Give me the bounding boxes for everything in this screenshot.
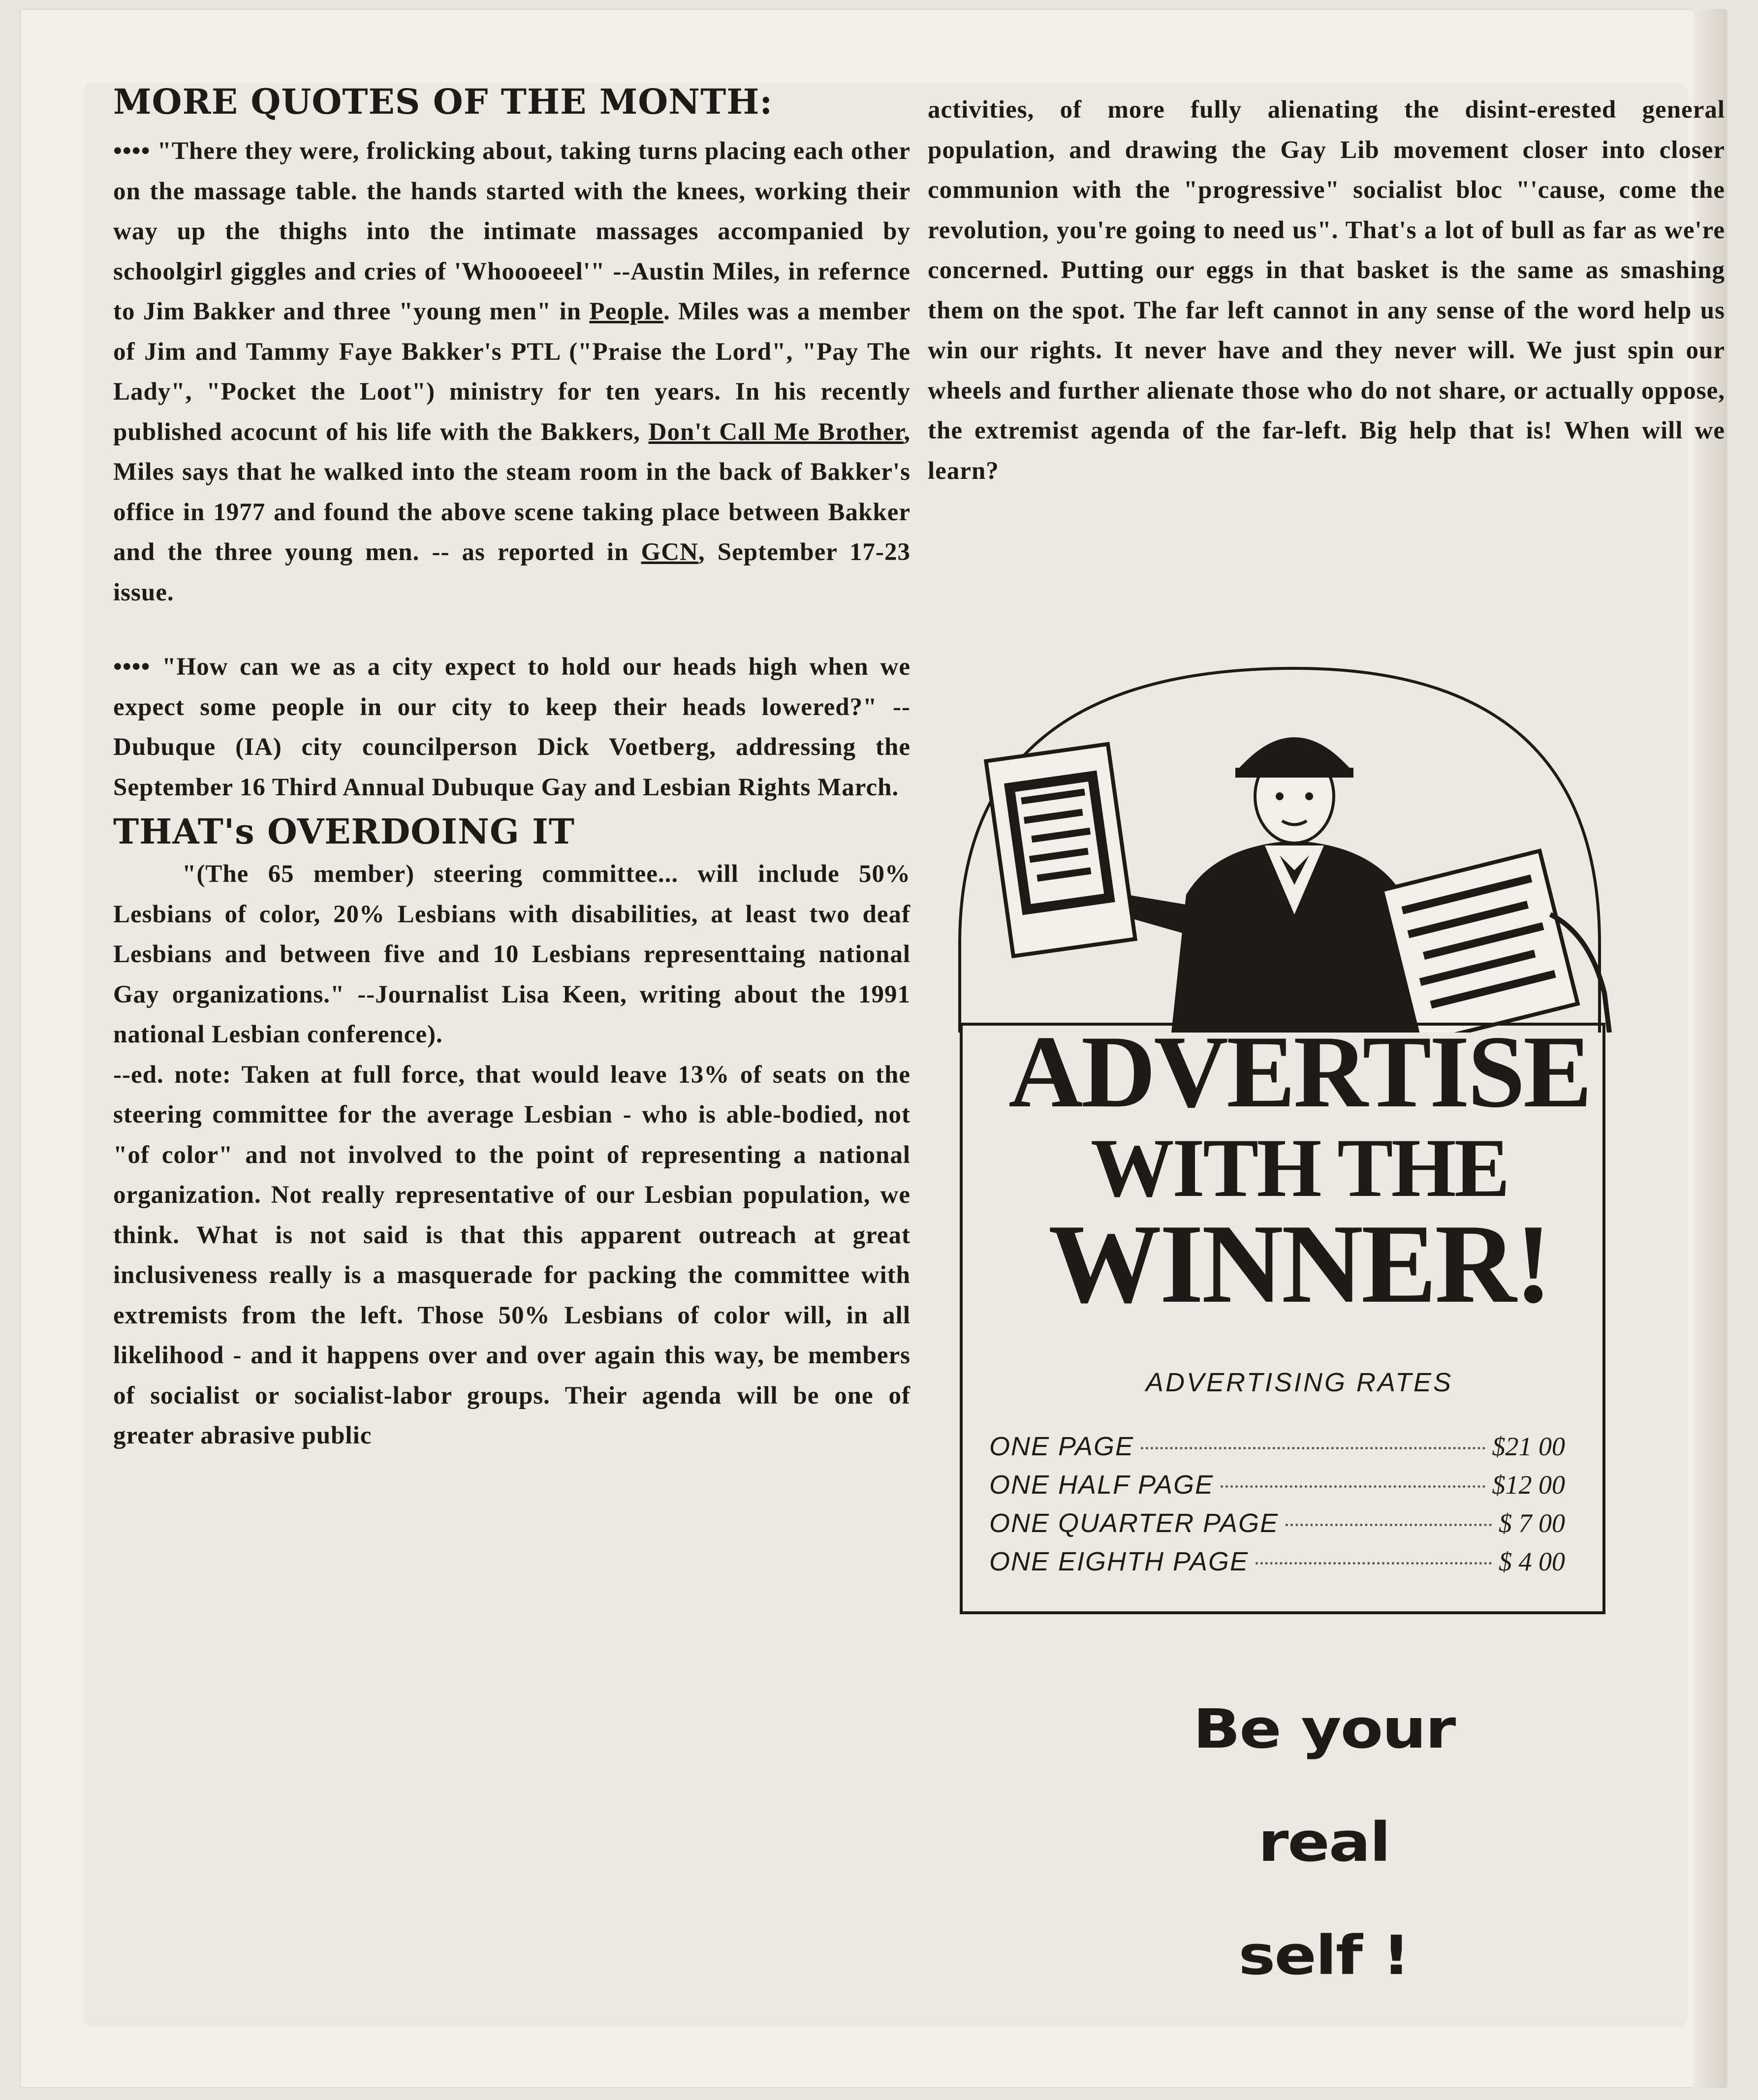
ad-title-advertise: ADVERTISE [1008,1015,1590,1129]
rate-price: $12 00 [1492,1470,1565,1500]
slogan-line-1: Be your [1193,1697,1455,1760]
rate-label: ONE EIGHTH PAGE [989,1547,1249,1576]
quotes-heading: MORE QUOTES OF THE MONTH: [113,81,773,122]
leader-dots [1286,1524,1492,1526]
ad-title-winner: WINNER! [1048,1201,1550,1326]
slogan-line-2: real [1258,1811,1390,1874]
leader-dots [1141,1447,1485,1449]
slogan-block [1029,1672,1619,2012]
quote1-publication: People [589,298,663,325]
advertise-ad [940,639,1659,1623]
rate-price: $ 4 00 [1499,1547,1565,1576]
rate-row-half-page [989,1470,1565,1508]
rate-row-one-page [989,1431,1565,1470]
continued-article-text: activities, of more fully alienating the disint-erested general population, and drawing the Gay Lib movement closer into closer communion with the "progressive" socialist bloc "'cause, come the revolution, you're going to need us". That's a lot of bull as far as we're concerned. Putting our eggs in that basket is the same as smashing them on the spot. The far left cannot in any sense of the word help us win our rights. It never have and they never will. We just spin our wheels and further alienate those who do not share, or actually oppose, the extremist agenda of the far-left. Big help that is! When will we learn? [928,96,1725,485]
rate-label: ONE PAGE [989,1432,1134,1461]
rates-heading: ADVERTISING RATES [1145,1368,1453,1397]
editor-note: --ed. note: Taken at full force, that would leave 13% of seats on the steering committee for the average Lesbian - who is able-bodied, not "of color" and not involved to the point of representing a national organization. Not really representative of our Lesbian population, we think. What is not said is that this apparent outreach at great inclusiveness really is a masquerade for packing the committee with extremists from the left. Those 50% Lesbians of color will, in all likelihood - and it happens over and over again this way, be members of socialist or socialist-labor groups. Their agenda will be one of greater abrasive public [113,1061,910,1449]
left-column [113,83,910,1456]
quote-austin-miles [113,131,910,613]
rate-label: ONE HALF PAGE [989,1470,1214,1500]
rate-price: $ 7 00 [1499,1508,1565,1538]
rates-list [989,1431,1565,1585]
spacer [113,613,910,647]
quote1-text: •••• "There they were, frolicking about, taking turns placing each other on the massage table. the hands started with the knees, working their way up the thighs into the intimate massages accompanied by schoolgirl giggles and cries of 'Whoooeeel'" --Austin Miles, in refernce to Jim Bakker and three "young men" in [113,137,910,325]
leader-dots [1221,1485,1485,1488]
quote-lisa-keen: "(The 65 member) steering committee... will include 50% Lesbians of color, 20% Lesbians with disabilities, at least two deaf Lesbians and between five and 10 Lesbians representtaing national Gay organizations." --Journalist Lisa Keen, writing about the 1991 national Lesbian conference). [113,860,910,1048]
quote1-text-b: . Miles was a member of Jim and Tammy Faye Bakker's PTL ("Praise the Lord", "Pay The Lady", "Pocket the Loot") ministry for ten years. In his recently published acocunt of his life with the Bakkers, [113,298,910,446]
ad-title-with-the: WITH THE [1090,1122,1508,1214]
quote1-text-c: , Miles says that he walked into the steam room in the back of Bakker's office in 1977 and found the above scene taking place between Bakker and the three young men. -- as reported in [113,418,910,566]
overdoing-heading: THAT's OVERDOING IT [113,811,575,852]
newsletter-page [20,9,1727,2088]
leader-dots [1256,1562,1492,1565]
right-column [928,90,1725,491]
quote1-gcn: GCN [641,538,698,566]
rate-row-quarter-page [989,1508,1565,1546]
rate-price: $21 00 [1492,1432,1565,1461]
rate-row-eighth-page [989,1546,1565,1585]
slogan-line-3: self ! [1238,1924,1410,1987]
newsboy-illustration [940,639,1659,1033]
quote1-text-d: , September 17-23 issue. [113,538,910,606]
quote-dubuque: •••• "How can we as a city expect to hold our heads high when we expect some people in our city to keep their heads lowered?" --Dubuque (IA) city councilperson Dick Voetberg, addressing the September 16 Third Annual Dubuque Gay and Lesbian Rights March. [113,653,910,801]
rate-label: ONE QUARTER PAGE [989,1508,1279,1538]
quote1-book-title: Don't Call Me Brother [648,418,904,446]
